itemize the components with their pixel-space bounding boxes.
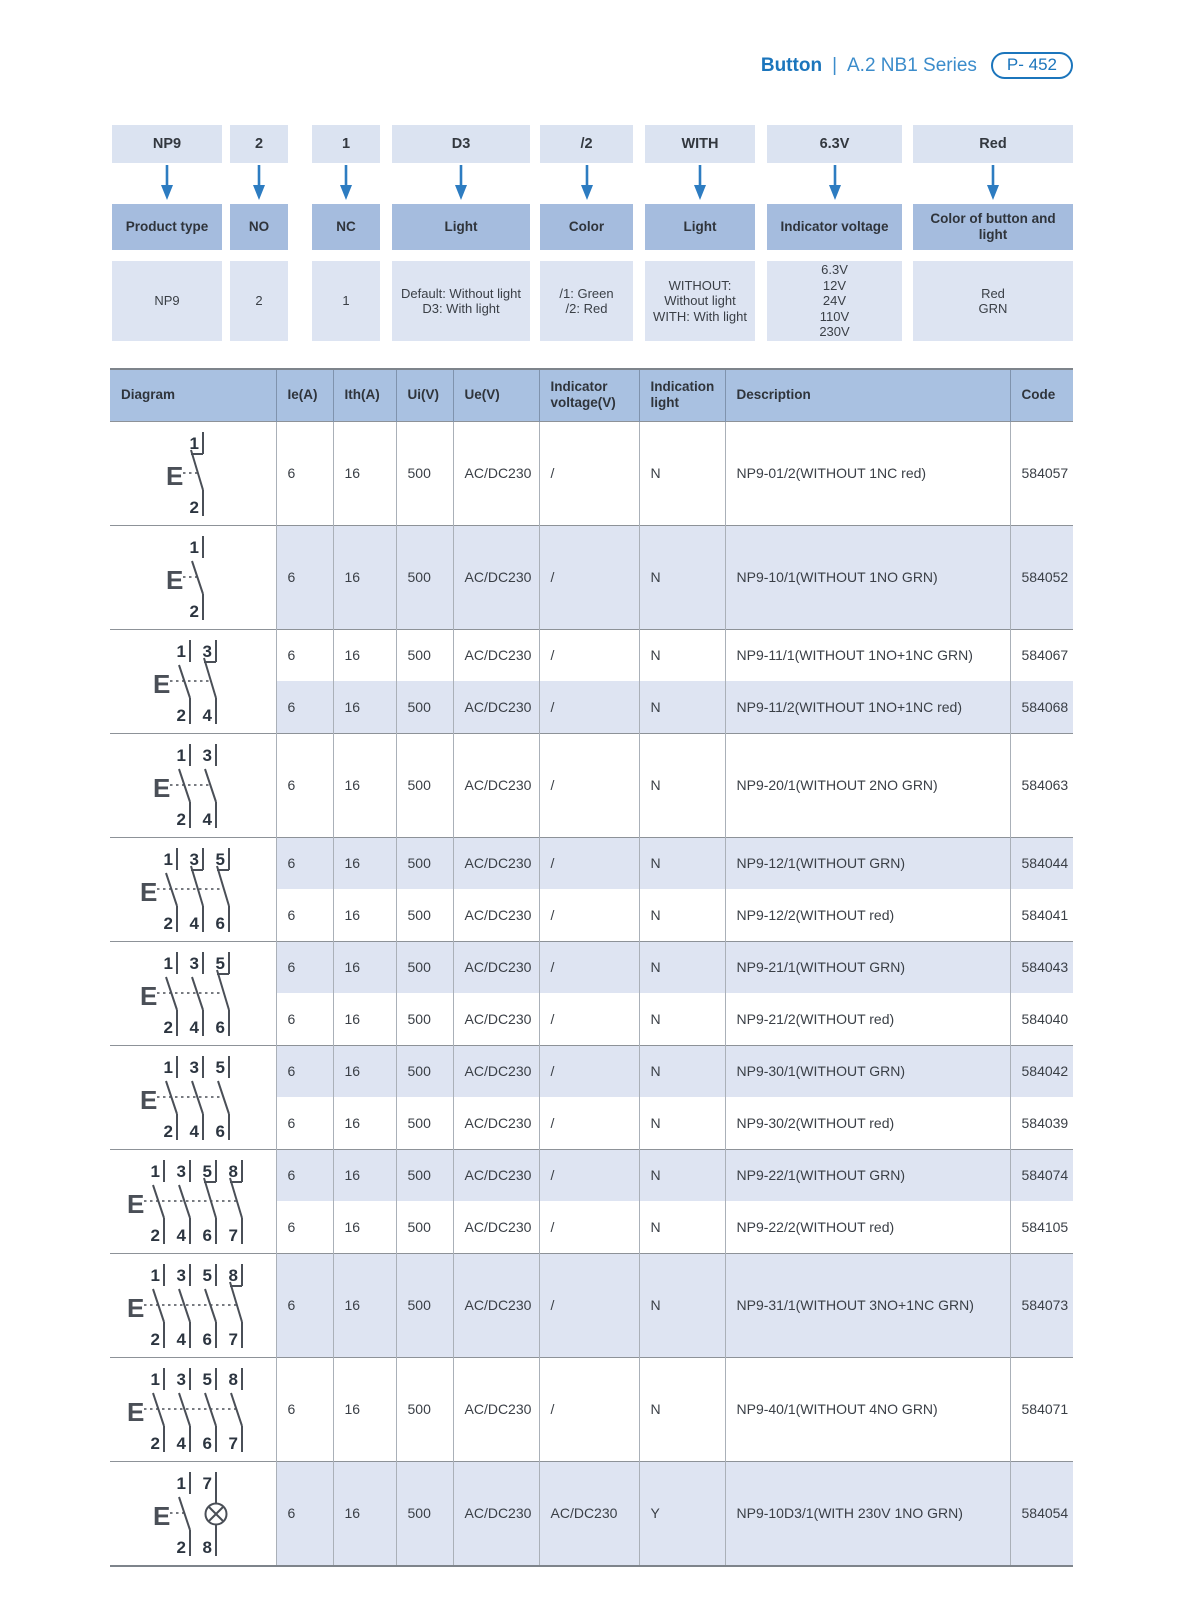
svg-text:2: 2 bbox=[189, 497, 199, 517]
svg-text:6: 6 bbox=[202, 1329, 212, 1349]
option-line: 230V bbox=[819, 324, 850, 340]
cell-ie: 6 bbox=[276, 1097, 333, 1149]
column-header: Indicator voltage(V) bbox=[539, 369, 639, 421]
cell-description: NP9-01/2(WITHOUT 1NC red) bbox=[725, 421, 1010, 525]
code-segment-options bbox=[230, 261, 288, 341]
cell-indicator-voltage: / bbox=[539, 629, 639, 681]
product-spec-table bbox=[110, 368, 1073, 1567]
cell-code: 584039 bbox=[1010, 1097, 1073, 1149]
cell-ui: 500 bbox=[396, 889, 453, 941]
cell-ue: AC/DC230 bbox=[453, 1201, 539, 1253]
cell-indicator-voltage: / bbox=[539, 941, 639, 993]
cell-indicator-voltage: / bbox=[539, 733, 639, 837]
svg-text:8: 8 bbox=[228, 1369, 238, 1389]
cell-indication-light: N bbox=[639, 1253, 725, 1357]
cell-indication-light: N bbox=[639, 421, 725, 525]
code-segment-value: Red bbox=[913, 125, 1073, 163]
svg-text:2: 2 bbox=[163, 1017, 173, 1037]
option-line: 12V bbox=[822, 277, 847, 293]
svg-text:3: 3 bbox=[189, 953, 199, 973]
cell-ie: 6 bbox=[276, 889, 333, 941]
cell-ue: AC/DC230 bbox=[453, 1045, 539, 1097]
code-segment-value: D3 bbox=[392, 125, 530, 163]
svg-text:1: 1 bbox=[189, 537, 199, 557]
cell-indication-light: N bbox=[639, 1357, 725, 1461]
svg-text:5: 5 bbox=[202, 1161, 212, 1181]
option-line: 24V bbox=[822, 293, 847, 309]
cell-diagram bbox=[110, 837, 276, 941]
cell-indicator-voltage: / bbox=[539, 889, 639, 941]
cell-code: 584073 bbox=[1010, 1253, 1073, 1357]
cell-diagram bbox=[110, 733, 276, 837]
svg-text:E: E bbox=[152, 668, 171, 699]
header-separator: | bbox=[832, 54, 837, 76]
svg-text:6: 6 bbox=[202, 1433, 212, 1453]
svg-text:7: 7 bbox=[228, 1225, 238, 1245]
svg-text:E: E bbox=[139, 1084, 158, 1115]
cell-code: 584041 bbox=[1010, 889, 1073, 941]
cell-ie: 6 bbox=[276, 681, 333, 733]
cell-indication-light: N bbox=[639, 1045, 725, 1097]
svg-text:1: 1 bbox=[163, 1057, 173, 1077]
svg-text:4: 4 bbox=[202, 705, 212, 725]
cell-description: NP9-10/1(WITHOUT 1NO GRN) bbox=[725, 525, 1010, 629]
cell-indicator-voltage: / bbox=[539, 421, 639, 525]
cell-ue: AC/DC230 bbox=[453, 629, 539, 681]
svg-text:E: E bbox=[165, 460, 184, 491]
circuit-diagram bbox=[120, 1360, 266, 1456]
cell-ui: 500 bbox=[396, 837, 453, 889]
svg-text:7: 7 bbox=[228, 1433, 238, 1453]
svg-text:2: 2 bbox=[163, 1121, 173, 1141]
cell-ui: 500 bbox=[396, 993, 453, 1045]
cell-ie: 6 bbox=[276, 1201, 333, 1253]
series-title: A.2 NB1 Series bbox=[847, 54, 977, 76]
cell-ui: 500 bbox=[396, 941, 453, 993]
svg-text:E: E bbox=[126, 1292, 145, 1323]
cell-ie: 6 bbox=[276, 837, 333, 889]
down-arrow-icon bbox=[112, 165, 222, 201]
code-segment-options bbox=[392, 261, 530, 341]
svg-text:2: 2 bbox=[150, 1225, 160, 1245]
code-segment-label: Light bbox=[645, 204, 755, 250]
cell-ui: 500 bbox=[396, 421, 453, 525]
cell-ui: 500 bbox=[396, 1253, 453, 1357]
svg-text:E: E bbox=[152, 772, 171, 803]
table-row bbox=[110, 421, 1073, 525]
down-arrow-icon bbox=[540, 165, 633, 201]
svg-text:2: 2 bbox=[176, 1537, 186, 1557]
cell-indicator-voltage: AC/DC230 bbox=[539, 1461, 639, 1566]
cell-ith: 16 bbox=[333, 1201, 396, 1253]
down-arrow-icon bbox=[312, 165, 380, 201]
cell-ith: 16 bbox=[333, 837, 396, 889]
table-row bbox=[110, 1357, 1073, 1461]
option-line: /2: Red bbox=[565, 301, 608, 316]
svg-text:7: 7 bbox=[202, 1473, 212, 1493]
option-line: Default: Without light bbox=[401, 285, 521, 301]
cell-indication-light: N bbox=[639, 525, 725, 629]
code-segment-value: NP9 bbox=[112, 125, 222, 163]
svg-text:1: 1 bbox=[189, 433, 199, 453]
cell-diagram bbox=[110, 421, 276, 525]
down-arrow-icon bbox=[230, 165, 288, 201]
cell-indication-light: N bbox=[639, 1097, 725, 1149]
cell-indication-light: Y bbox=[639, 1461, 725, 1566]
svg-text:3: 3 bbox=[176, 1161, 186, 1181]
cell-description: NP9-22/2(WITHOUT red) bbox=[725, 1201, 1010, 1253]
cell-description: NP9-21/1(WITHOUT GRN) bbox=[725, 941, 1010, 993]
table-row bbox=[110, 1045, 1073, 1097]
cell-indicator-voltage: / bbox=[539, 525, 639, 629]
cell-indicator-voltage: / bbox=[539, 681, 639, 733]
cell-ui: 500 bbox=[396, 681, 453, 733]
cell-ui: 500 bbox=[396, 1149, 453, 1201]
cell-code: 584054 bbox=[1010, 1461, 1073, 1566]
cell-indicator-voltage: / bbox=[539, 1357, 639, 1461]
cell-description: NP9-40/1(WITHOUT 4NO GRN) bbox=[725, 1357, 1010, 1461]
order-code-builder bbox=[110, 125, 1073, 345]
cell-ie: 6 bbox=[276, 733, 333, 837]
column-header: Diagram bbox=[121, 387, 176, 403]
table-row bbox=[110, 837, 1073, 889]
cell-description: NP9-30/1(WITHOUT GRN) bbox=[725, 1045, 1010, 1097]
cell-code: 584067 bbox=[1010, 629, 1073, 681]
cell-ui: 500 bbox=[396, 1357, 453, 1461]
svg-text:4: 4 bbox=[189, 913, 199, 933]
cell-ui: 500 bbox=[396, 1461, 453, 1566]
table-row bbox=[110, 525, 1073, 629]
cell-indicator-voltage: / bbox=[539, 1149, 639, 1201]
cell-indicator-voltage: / bbox=[539, 1097, 639, 1149]
option-line: Without light bbox=[664, 293, 736, 309]
cell-ie: 6 bbox=[276, 993, 333, 1045]
cell-code: 584040 bbox=[1010, 993, 1073, 1045]
cell-ui: 500 bbox=[396, 525, 453, 629]
cell-indication-light: N bbox=[639, 993, 725, 1045]
option-line: /1: Green bbox=[559, 285, 614, 301]
cell-description: NP9-20/1(WITHOUT 2NO GRN) bbox=[725, 733, 1010, 837]
table-header-row bbox=[110, 369, 1073, 421]
cell-ith: 16 bbox=[333, 1149, 396, 1201]
svg-text:4: 4 bbox=[202, 809, 212, 829]
column-header: Indication light bbox=[639, 369, 725, 421]
cell-code: 584044 bbox=[1010, 837, 1073, 889]
cell-code: 584042 bbox=[1010, 1045, 1073, 1097]
column-header: Ie(A) bbox=[276, 369, 333, 421]
svg-text:8: 8 bbox=[202, 1537, 212, 1557]
cell-indication-light: N bbox=[639, 733, 725, 837]
column-header: Code bbox=[1010, 369, 1073, 421]
code-segment-options bbox=[112, 261, 222, 341]
code-segment-label: NO bbox=[230, 204, 288, 250]
svg-text:5: 5 bbox=[202, 1369, 212, 1389]
svg-text:2: 2 bbox=[150, 1329, 160, 1349]
cell-ith: 16 bbox=[333, 1253, 396, 1357]
cell-code: 584063 bbox=[1010, 733, 1073, 837]
cell-code: 584071 bbox=[1010, 1357, 1073, 1461]
circuit-diagram bbox=[146, 632, 240, 728]
option-line: GRN bbox=[978, 301, 1008, 316]
cell-ith: 16 bbox=[333, 889, 396, 941]
cell-indication-light: N bbox=[639, 941, 725, 993]
cell-description: NP9-11/2(WITHOUT 1NO+1NC red) bbox=[725, 681, 1010, 733]
code-segment-options bbox=[767, 261, 902, 341]
svg-text:3: 3 bbox=[176, 1369, 186, 1389]
svg-text:8: 8 bbox=[228, 1161, 238, 1181]
code-segment-label: Indicator voltage bbox=[767, 204, 902, 250]
cell-ith: 16 bbox=[333, 993, 396, 1045]
cell-ith: 16 bbox=[333, 733, 396, 837]
cell-description: NP9-12/2(WITHOUT red) bbox=[725, 889, 1010, 941]
cell-ue: AC/DC230 bbox=[453, 1253, 539, 1357]
code-segment-label: Light bbox=[392, 204, 530, 250]
cell-ue: AC/DC230 bbox=[453, 421, 539, 525]
table-row bbox=[110, 733, 1073, 837]
option-line: D3: With light bbox=[422, 301, 500, 316]
circuit-diagram bbox=[146, 1464, 240, 1560]
cell-ui: 500 bbox=[396, 733, 453, 837]
cell-ie: 6 bbox=[276, 1149, 333, 1201]
svg-text:6: 6 bbox=[202, 1225, 212, 1245]
page-header bbox=[761, 52, 1073, 79]
down-arrow-icon bbox=[913, 165, 1073, 201]
code-segment-label: Color of button and light bbox=[913, 204, 1073, 250]
svg-text:5: 5 bbox=[215, 849, 225, 869]
cell-ue: AC/DC230 bbox=[453, 525, 539, 629]
cell-indication-light: N bbox=[639, 889, 725, 941]
down-arrow-icon bbox=[645, 165, 755, 201]
cell-indication-light: N bbox=[639, 1201, 725, 1253]
table-row bbox=[110, 1461, 1073, 1566]
svg-text:3: 3 bbox=[176, 1265, 186, 1285]
svg-text:4: 4 bbox=[189, 1121, 199, 1141]
cell-code: 584074 bbox=[1010, 1149, 1073, 1201]
svg-text:E: E bbox=[165, 564, 184, 595]
svg-text:5: 5 bbox=[215, 1057, 225, 1077]
cell-indicator-voltage: / bbox=[539, 837, 639, 889]
svg-text:3: 3 bbox=[189, 1057, 199, 1077]
svg-text:E: E bbox=[126, 1188, 145, 1219]
cell-ui: 500 bbox=[396, 1045, 453, 1097]
option-line: 110V bbox=[819, 308, 850, 324]
svg-text:7: 7 bbox=[228, 1329, 238, 1349]
cell-description: NP9-12/1(WITHOUT GRN) bbox=[725, 837, 1010, 889]
code-segment-value: 1 bbox=[312, 125, 380, 163]
code-segment-value: 6.3V bbox=[767, 125, 902, 163]
cell-ie: 6 bbox=[276, 1045, 333, 1097]
cell-ue: AC/DC230 bbox=[453, 1357, 539, 1461]
cell-description: NP9-21/2(WITHOUT red) bbox=[725, 993, 1010, 1045]
cell-ith: 16 bbox=[333, 525, 396, 629]
svg-text:1: 1 bbox=[150, 1265, 160, 1285]
svg-text:6: 6 bbox=[215, 913, 225, 933]
option-line: 1 bbox=[342, 293, 350, 309]
page-number-badge: P- 452 bbox=[991, 52, 1073, 79]
option-line: Red bbox=[981, 285, 1005, 301]
cell-code: 584052 bbox=[1010, 525, 1073, 629]
circuit-diagram bbox=[133, 1048, 253, 1144]
cell-ith: 16 bbox=[333, 941, 396, 993]
cell-indication-light: N bbox=[639, 629, 725, 681]
svg-text:1: 1 bbox=[163, 849, 173, 869]
svg-text:4: 4 bbox=[176, 1329, 186, 1349]
cell-indicator-voltage: / bbox=[539, 993, 639, 1045]
svg-text:1: 1 bbox=[163, 953, 173, 973]
cell-indication-light: N bbox=[639, 681, 725, 733]
table-row bbox=[110, 629, 1073, 681]
down-arrow-icon bbox=[767, 165, 902, 201]
cell-diagram bbox=[110, 1253, 276, 1357]
svg-text:2: 2 bbox=[176, 705, 186, 725]
cell-ie: 6 bbox=[276, 1357, 333, 1461]
option-line: WITH: With light bbox=[653, 308, 747, 324]
svg-text:1: 1 bbox=[176, 745, 186, 765]
code-segment-options bbox=[913, 261, 1073, 341]
svg-text:3: 3 bbox=[202, 745, 212, 765]
svg-text:5: 5 bbox=[215, 953, 225, 973]
cell-description: NP9-10D3/1(WITH 230V 1NO GRN) bbox=[725, 1461, 1010, 1566]
cell-diagram bbox=[110, 629, 276, 733]
cell-ui: 500 bbox=[396, 1097, 453, 1149]
svg-text:2: 2 bbox=[150, 1433, 160, 1453]
svg-text:3: 3 bbox=[202, 641, 212, 661]
cell-diagram bbox=[110, 525, 276, 629]
svg-text:8: 8 bbox=[228, 1265, 238, 1285]
cell-ith: 16 bbox=[333, 1097, 396, 1149]
code-segment-label: Color bbox=[540, 204, 633, 250]
svg-text:1: 1 bbox=[176, 1473, 186, 1493]
cell-ie: 6 bbox=[276, 941, 333, 993]
column-header: Ue(V) bbox=[453, 369, 539, 421]
column-header: Ui(V) bbox=[396, 369, 453, 421]
column-header: Description bbox=[725, 369, 1010, 421]
option-line: 2 bbox=[255, 293, 263, 309]
section-title: Button bbox=[760, 54, 823, 76]
cell-indication-light: N bbox=[639, 837, 725, 889]
circuit-diagram bbox=[120, 1152, 266, 1248]
svg-text:3: 3 bbox=[189, 849, 199, 869]
cell-diagram bbox=[110, 1461, 276, 1566]
cell-ue: AC/DC230 bbox=[453, 681, 539, 733]
cell-ith: 16 bbox=[333, 421, 396, 525]
cell-ie: 6 bbox=[276, 421, 333, 525]
svg-text:2: 2 bbox=[163, 913, 173, 933]
cell-indicator-voltage: / bbox=[539, 1201, 639, 1253]
circuit-diagram bbox=[120, 1256, 266, 1352]
svg-text:4: 4 bbox=[189, 1017, 199, 1037]
cell-ue: AC/DC230 bbox=[453, 1097, 539, 1149]
spec-table bbox=[110, 368, 1073, 1567]
option-line: 6.3V bbox=[821, 262, 848, 278]
table-row bbox=[110, 941, 1073, 993]
cell-description: NP9-22/1(WITHOUT GRN) bbox=[725, 1149, 1010, 1201]
svg-text:5: 5 bbox=[202, 1265, 212, 1285]
code-segment-options bbox=[312, 261, 380, 341]
svg-text:E: E bbox=[139, 876, 158, 907]
cell-ue: AC/DC230 bbox=[453, 1461, 539, 1566]
cell-ue: AC/DC230 bbox=[453, 1149, 539, 1201]
cell-ie: 6 bbox=[276, 525, 333, 629]
cell-diagram bbox=[110, 1149, 276, 1253]
circuit-diagram bbox=[159, 424, 227, 520]
cell-ith: 16 bbox=[333, 1357, 396, 1461]
svg-text:1: 1 bbox=[150, 1369, 160, 1389]
cell-ie: 6 bbox=[276, 1461, 333, 1566]
circuit-diagram bbox=[146, 736, 240, 832]
column-header: Ith(A) bbox=[333, 369, 396, 421]
cell-ie: 6 bbox=[276, 629, 333, 681]
cell-ith: 16 bbox=[333, 1045, 396, 1097]
svg-text:4: 4 bbox=[176, 1225, 186, 1245]
svg-text:1: 1 bbox=[150, 1161, 160, 1181]
svg-text:6: 6 bbox=[215, 1017, 225, 1037]
cell-ith: 16 bbox=[333, 1461, 396, 1566]
svg-text:2: 2 bbox=[176, 809, 186, 829]
cell-ith: 16 bbox=[333, 629, 396, 681]
code-segment-label: Product type bbox=[112, 204, 222, 250]
code-segment-label: NC bbox=[312, 204, 380, 250]
code-segment-value: /2 bbox=[540, 125, 633, 163]
cell-indication-light: N bbox=[639, 1149, 725, 1201]
svg-text:4: 4 bbox=[176, 1433, 186, 1453]
cell-diagram bbox=[110, 941, 276, 1045]
svg-text:1: 1 bbox=[176, 641, 186, 661]
circuit-diagram bbox=[159, 528, 227, 624]
cell-indicator-voltage: / bbox=[539, 1253, 639, 1357]
cell-code: 584057 bbox=[1010, 421, 1073, 525]
code-segment-options bbox=[540, 261, 633, 341]
cell-ui: 500 bbox=[396, 629, 453, 681]
cell-code: 584068 bbox=[1010, 681, 1073, 733]
cell-diagram bbox=[110, 1357, 276, 1461]
cell-ie: 6 bbox=[276, 1253, 333, 1357]
code-segment-value: WITH bbox=[645, 125, 755, 163]
cell-ue: AC/DC230 bbox=[453, 941, 539, 993]
cell-ue: AC/DC230 bbox=[453, 993, 539, 1045]
option-line: NP9 bbox=[154, 293, 180, 309]
cell-description: NP9-11/1(WITHOUT 1NO+1NC GRN) bbox=[725, 629, 1010, 681]
cell-description: NP9-31/1(WITHOUT 3NO+1NC GRN) bbox=[725, 1253, 1010, 1357]
code-segment-value: 2 bbox=[230, 125, 288, 163]
circuit-diagram bbox=[133, 944, 253, 1040]
cell-ue: AC/DC230 bbox=[453, 733, 539, 837]
cell-ue: AC/DC230 bbox=[453, 837, 539, 889]
cell-code: 584043 bbox=[1010, 941, 1073, 993]
table-row bbox=[110, 1253, 1073, 1357]
svg-text:6: 6 bbox=[215, 1121, 225, 1141]
cell-ith: 16 bbox=[333, 681, 396, 733]
cell-code: 584105 bbox=[1010, 1201, 1073, 1253]
svg-text:E: E bbox=[139, 980, 158, 1011]
cell-diagram bbox=[110, 1045, 276, 1149]
down-arrow-icon bbox=[392, 165, 530, 201]
circuit-diagram bbox=[133, 840, 253, 936]
code-segment-options bbox=[645, 261, 755, 341]
cell-indicator-voltage: / bbox=[539, 1045, 639, 1097]
svg-text:2: 2 bbox=[189, 601, 199, 621]
table-row bbox=[110, 1149, 1073, 1201]
cell-description: NP9-30/2(WITHOUT red) bbox=[725, 1097, 1010, 1149]
option-line: WITHOUT: bbox=[668, 277, 732, 293]
svg-text:E: E bbox=[152, 1500, 171, 1531]
cell-ue: AC/DC230 bbox=[453, 889, 539, 941]
svg-text:E: E bbox=[126, 1396, 145, 1427]
cell-ui: 500 bbox=[396, 1201, 453, 1253]
